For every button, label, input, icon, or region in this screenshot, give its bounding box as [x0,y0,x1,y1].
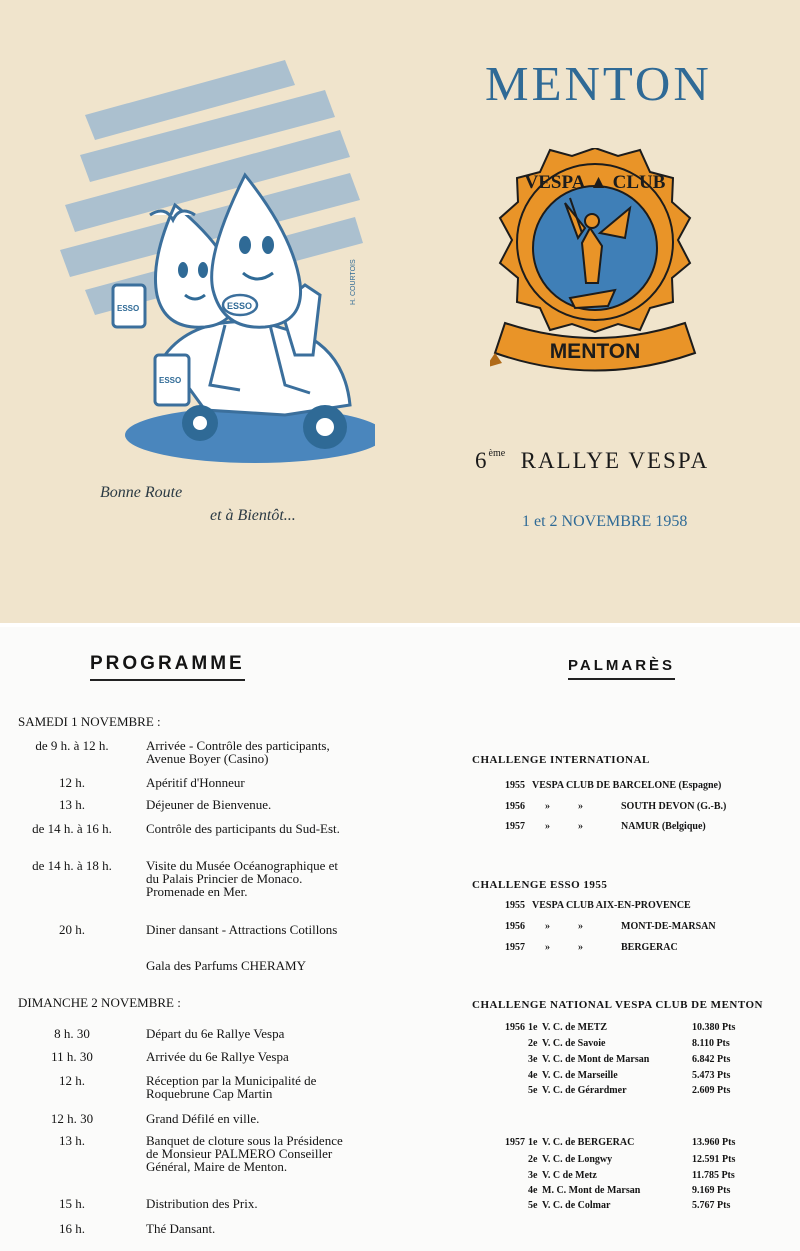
ditto-mark: » [578,801,583,812]
national-points: 5.767 Pts [692,1200,731,1211]
event-time: de 14 h. à 18 h. [32,858,112,873]
ditto-mark: » [545,801,550,812]
national-points: 8.110 Pts [692,1038,730,1049]
national-points: 9.169 Pts [692,1185,731,1196]
day-label-saturday: SAMEDI 1 NOVEMBRE : [18,714,161,729]
programme-heading: PROGRAMME [90,653,245,674]
national-rank: 5e [528,1085,538,1096]
event-time: 11 h. 30 [51,1049,93,1064]
national-club: V. C. de BERGERAC [542,1137,635,1148]
cover-panel [0,0,800,623]
challenge-esso-title: CHALLENGE ESSO 1955 [472,879,608,891]
event-desc: Réception par la Municipalité de Roquebrune Cap Martin [146,1073,317,1101]
national-club: V. C. de Mont de Marsan [542,1054,650,1065]
rallye-ordinal-suffix: ème [488,448,506,459]
national-rank: 2e [528,1154,538,1165]
challenge-international-title: CHALLENGE INTERNATIONAL [472,754,650,766]
national-club: V. C. de Savoie [542,1038,606,1049]
cover-title: MENTON [485,56,712,111]
event-desc: Contrôle des participants du Sud-Est. [146,821,340,836]
palmares-year: 1957 [505,821,525,832]
logo-banner-text: MENTON [549,340,641,363]
logo-top-text: VESPA ▲ CLUB [524,172,666,193]
event-desc: Apéritif d'Honneur [146,775,245,790]
event-desc: Départ du 6e Rallye Vespa [146,1026,285,1041]
event-time: 13 h. [59,797,85,812]
inside-sheet [0,627,800,1251]
national-rank: 5e [528,1200,538,1211]
palmares-club: BERGERAC [621,942,678,953]
palmares-club: VESPA CLUB AIX-EN-PROVENCE [532,900,691,911]
palmares-club: MONT-DE-MARSAN [621,921,716,932]
event-time: 16 h. [59,1221,85,1236]
national-points: 11.785 Pts [692,1170,735,1181]
national-points: 12.591 Pts [692,1154,736,1165]
palmares-year: 1956 [505,1022,525,1033]
event-desc: Arrivée - Contrôle des participants, Avenue Boyer (Casino) [146,738,330,766]
event-time: 13 h. [59,1133,85,1148]
national-club: V. C de Metz [542,1170,597,1181]
event-time: de 9 h. à 12 h. [35,738,109,753]
national-points: 5.473 Pts [692,1070,731,1081]
event-time: 20 h. [59,922,85,937]
ditto-mark: » [578,921,583,932]
national-club: V. C. de Colmar [542,1200,611,1211]
greeting-line-1: Bonne Route [100,484,183,501]
palmares-year: 1956 [505,801,525,812]
national-club: V. C. de Longwy [542,1154,613,1165]
rallye-date: 1 et 2 NOVEMBRE 1958 [522,513,688,530]
palmares-heading: PALMARÈS [568,657,676,674]
national-rank: 1e [528,1137,538,1148]
national-points: 10.380 Pts [692,1022,736,1033]
national-rank: 4e [528,1185,538,1196]
artist-signature: H. COURTOIS [350,259,357,305]
national-club: V. C. de Marseille [542,1070,618,1081]
event-time: 12 h. 30 [50,1111,94,1126]
palmares-year: 1955 [505,900,525,911]
national-club: M. C. Mont de Marsan [542,1185,641,1196]
event-desc: Arrivée du 6e Rallye Vespa [146,1049,289,1064]
national-rank: 3e [528,1054,538,1065]
national-points: 2.609 Pts [692,1085,731,1096]
rallye-ordinal: 6 [475,448,489,473]
palmares-year: 1957 [505,942,525,953]
event-desc: Grand Défilé en ville. [146,1111,260,1126]
national-rank: 3e [528,1170,538,1181]
ditto-mark: » [545,942,550,953]
drop-esso-label: ESSO [227,301,253,311]
national-rank: 2e [528,1038,538,1049]
rallye-heading [475,448,709,474]
ditto-mark: » [578,942,583,953]
event-desc: Thé Dansant. [146,1221,216,1236]
ditto-mark: » [545,921,550,932]
ditto-mark: » [578,821,583,832]
event-desc: Banquet de cloture sous la Présidence de Monsieur PALMERO Conseiller Général, Maire de Menton. [146,1133,343,1174]
national-rank: 1e [528,1022,538,1033]
event-desc: Déjeuner de Bienvenue. [146,797,272,812]
event-desc: Gala des Parfums CHERAMY [146,958,306,973]
rallye-name: RALLYE VESPA [520,448,710,473]
national-rank: 4e [528,1070,538,1081]
national-points: 6.842 Pts [692,1054,731,1065]
national-club: V. C. de METZ [542,1022,608,1033]
can-esso-label: ESSO [159,376,182,385]
challenge-national-title: CHALLENGE NATIONAL VESPA CLUB DE MENTON [472,999,763,1011]
event-time: 8 h. 30 [54,1026,90,1041]
event-time: 12 h. [59,1073,85,1088]
national-points: 13.960 Pts [692,1137,736,1148]
palmares-club: SOUTH DEVON (G.-B.) [621,801,727,812]
national-club: V. C. de Gérardmer [542,1085,627,1096]
esso-drops-scooter-illustration [55,55,375,475]
event-time: 15 h. [59,1196,85,1211]
palmares-club: VESPA CLUB DE BARCELONE (Espagne) [532,780,722,791]
palmares-year: 1955 [505,780,525,791]
event-desc: Diner dansant - Attractions Cotillons [146,922,338,937]
day-label-sunday: DIMANCHE 2 NOVEMBRE : [18,995,181,1010]
event-time: 12 h. [59,775,85,790]
vespa-club-menton-logo [490,148,700,403]
palmares-year: 1957 [505,1137,525,1148]
palmares-year: 1956 [505,921,525,932]
greeting-line-2: et à Bientôt... [210,507,296,524]
event-time: de 14 h. à 16 h. [32,821,112,836]
palmares-club: NAMUR (Belgique) [621,821,706,832]
event-desc: Visite du Musée Océanographique et du Palais Princier de Monaco. Promenade en Mer. [146,858,338,899]
ditto-mark: » [545,821,550,832]
oil-can-esso-label: ESSO [117,304,140,313]
event-desc: Distribution des Prix. [146,1196,258,1211]
